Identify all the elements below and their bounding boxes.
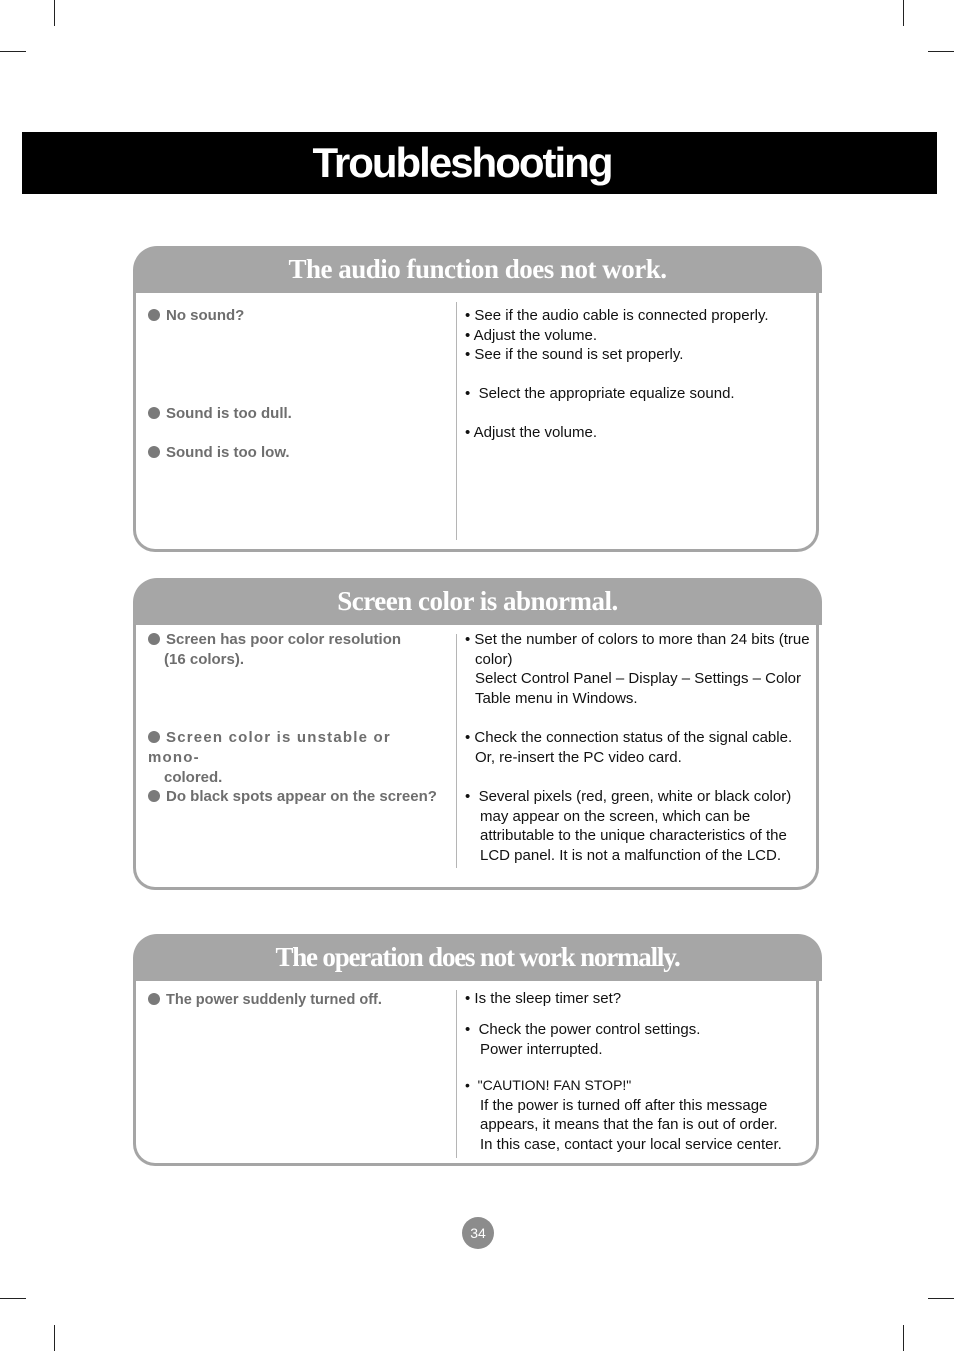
bullet-icon — [148, 407, 160, 419]
problem-item: Sound is too dull. — [148, 404, 292, 424]
section-title: The audio function does not work. — [288, 254, 667, 284]
problem-item: Sound is too low. — [148, 443, 290, 463]
crop-mark — [54, 1325, 55, 1351]
solution-item: • Is the sleep timer set? — [465, 990, 622, 1007]
bullet-icon — [148, 790, 160, 802]
problem-item: No sound? — [148, 306, 244, 326]
section-title: Screen color is abnormal. — [337, 586, 618, 616]
solution-item: • Check the power control settings. Power interrupted. — [465, 1021, 701, 1058]
crop-mark — [54, 0, 55, 26]
crop-mark — [928, 1298, 954, 1299]
solution-item: • Set the number of colors to more than 24 bits (true color) Select Control Panel – Display – Settings – Color Table menu in Windows. — [465, 631, 810, 707]
solution-item: • Adjust the volume. — [465, 424, 597, 441]
problem-item: Screen has poor color resolution (16 colors). — [148, 630, 401, 670]
solution-item: • Several pixels (red, green, white or black color) may appear on the screen, which can be attributable to the unique characteristics of the LCD panel. It is not a malfunction of the LCD. — [465, 788, 792, 864]
solution-item: • See if the sound is set properly. — [465, 346, 684, 363]
section-title: The operation does not work normally. — [275, 942, 680, 972]
solution-item: • Check the connection status of the signal cable. Or, re-insert the PC video card. — [465, 729, 793, 766]
page-title: Troubleshooting — [312, 139, 612, 186]
solution-item: • "CAUTION! FAN STOP!" If the power is turned off after this message appears, it means that the fan is out of order. In this case, contact your local service center. — [465, 1077, 782, 1153]
page-number: 34 — [462, 1217, 494, 1249]
bullet-icon — [148, 731, 160, 743]
section-operation-header — [133, 934, 822, 981]
section-audio-header — [133, 246, 822, 293]
problem-item: Screen color is unstable or mono- colored. — [148, 729, 391, 786]
crop-mark — [903, 1325, 904, 1351]
bullet-icon — [148, 446, 160, 458]
problem-item: Do black spots appear on the screen? — [148, 787, 437, 807]
section-color-header — [133, 578, 822, 625]
title-bar — [22, 132, 937, 194]
column-divider — [456, 990, 457, 1158]
crop-mark — [928, 51, 954, 52]
column-divider — [456, 634, 457, 868]
bullet-icon — [148, 993, 160, 1005]
bullet-icon — [148, 309, 160, 321]
crop-mark — [0, 51, 26, 52]
crop-mark — [0, 1298, 26, 1299]
solution-item: • See if the audio cable is connected properly. — [465, 307, 769, 324]
column-divider — [456, 302, 457, 540]
bullet-icon — [148, 633, 160, 645]
crop-mark — [903, 0, 904, 26]
solution-item: • Adjust the volume. — [465, 327, 597, 344]
problem-item: The power suddenly turned off. — [148, 990, 382, 1010]
solution-item: • Select the appropriate equalize sound. — [465, 385, 735, 402]
